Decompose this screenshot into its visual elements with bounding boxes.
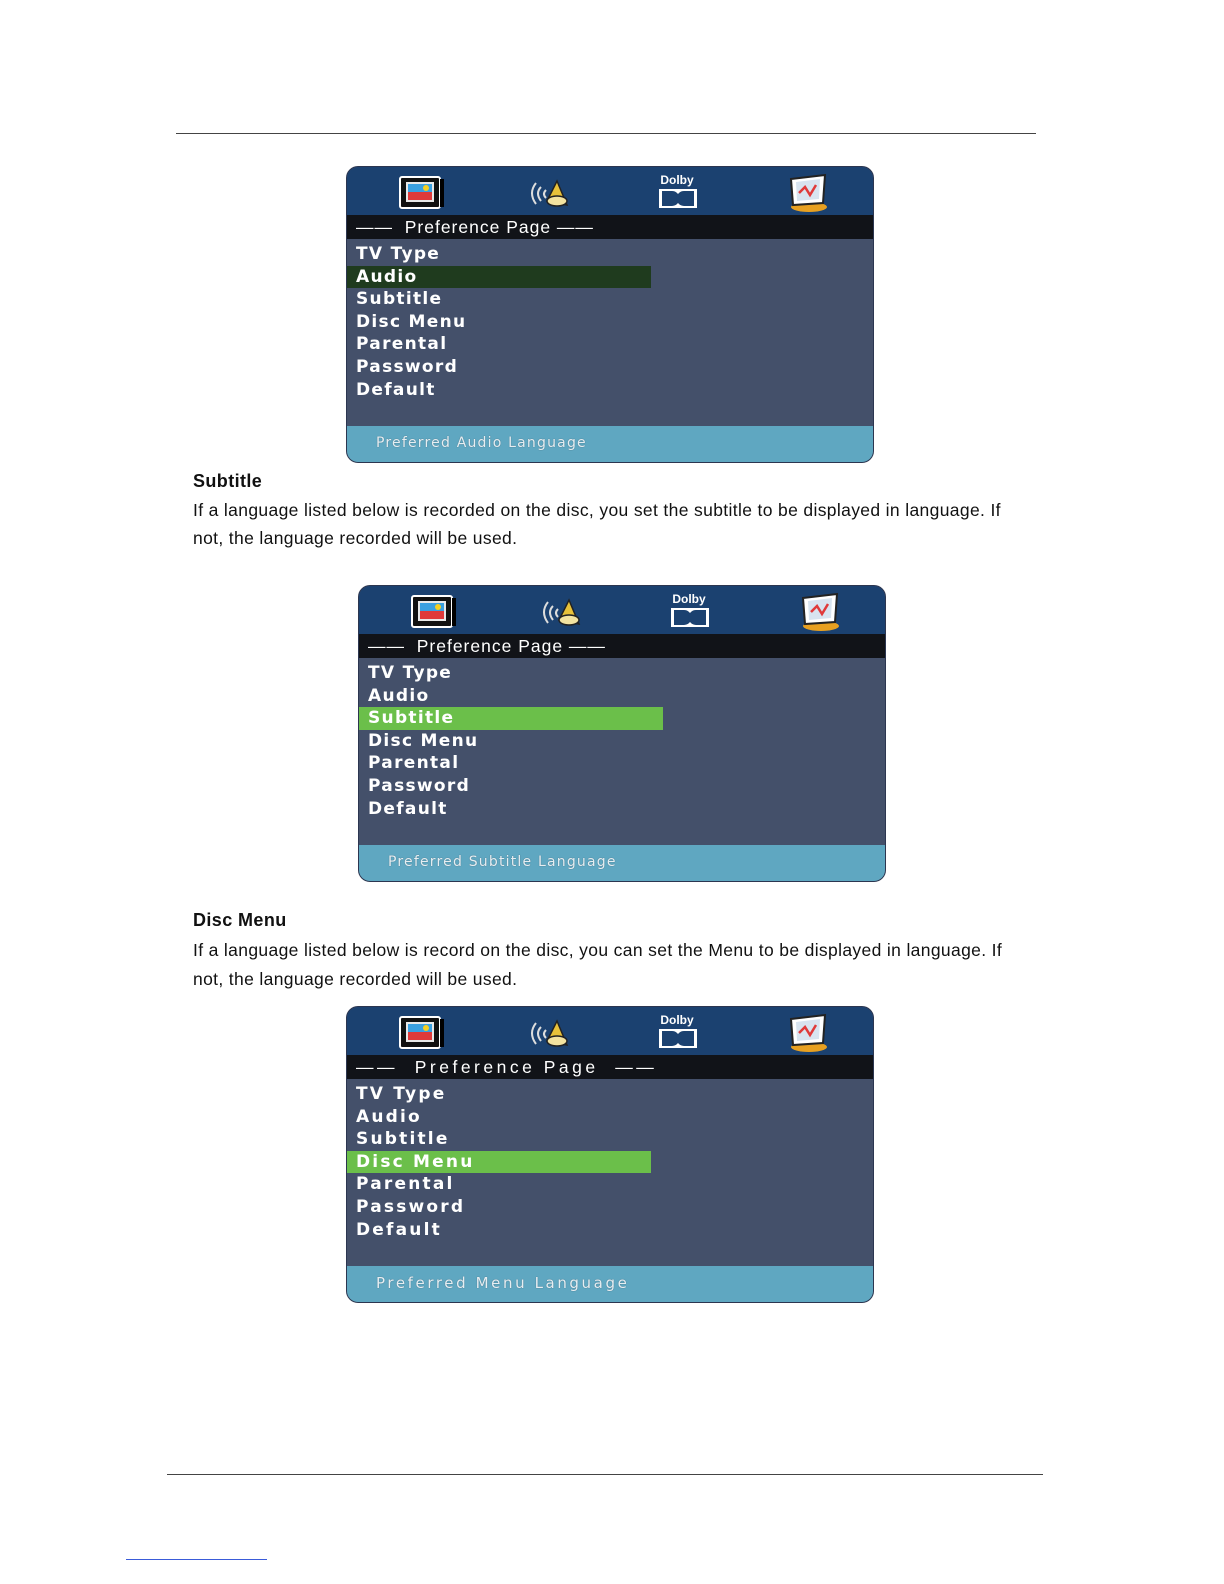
osd-item-subtitle[interactable]: Subtitle [356, 1129, 450, 1150]
osd-item-list [347, 243, 873, 401]
osd-menu-disc-menu [346, 1006, 874, 1303]
osd-title: —— Preference Page —— [347, 1055, 873, 1079]
osd-item-audio[interactable]: Audio [356, 1106, 422, 1127]
bottom-rule [167, 1474, 1043, 1475]
tv-picture-icon[interactable] [395, 1011, 447, 1053]
svg-text:Dolby: Dolby [660, 1013, 694, 1027]
osd-icon-bar [347, 167, 873, 215]
osd-item-audio[interactable]: Audio [368, 685, 430, 706]
osd-title: —— Preference Page —— [347, 215, 873, 239]
tv-picture-icon[interactable] [407, 590, 459, 632]
preference-icon[interactable] [795, 590, 847, 632]
osd-item-disc-menu[interactable]: Disc Menu [356, 311, 467, 332]
osd-item-tv-type[interactable]: TV Type [356, 1084, 447, 1104]
osd-item-list [347, 1083, 873, 1241]
osd-item-subtitle[interactable]: Subtitle [356, 289, 443, 310]
osd-item-tv-type[interactable]: TV Type [368, 663, 453, 683]
heading-disc-menu: Disc Menu [193, 910, 287, 930]
osd-item-password[interactable]: Password [368, 775, 471, 796]
paragraph-disc-menu: If a language listed below is record on the disc, you can set the Menu to be displayed in language. If not, the language recorded will be used. [193, 940, 1003, 989]
osd-status: Preferred Audio Language [347, 426, 873, 462]
dolby-icon[interactable] [665, 590, 717, 632]
osd-item-parental[interactable]: Parental [356, 1174, 455, 1195]
svg-text:Dolby: Dolby [660, 173, 694, 187]
osd-item-list [359, 662, 885, 820]
osd-icon-bar [359, 586, 885, 634]
osd-item-tv-type[interactable]: TV Type [356, 244, 441, 264]
dolby-icon[interactable] [653, 1011, 705, 1053]
osd-item-subtitle[interactable]: Subtitle [359, 707, 663, 730]
heading-subtitle: Subtitle [193, 471, 263, 491]
dolby-icon[interactable] [653, 171, 705, 213]
osd-item-default[interactable]: Default [356, 1219, 442, 1240]
speaker-audio-icon[interactable] [527, 1011, 579, 1053]
osd-item-default[interactable]: Default [356, 379, 436, 400]
preference-icon[interactable] [783, 1011, 835, 1053]
osd-item-password[interactable]: Password [356, 1196, 466, 1217]
osd-menu-audio [346, 166, 874, 463]
osd-status: Preferred Subtitle Language [359, 845, 885, 881]
osd-menu-subtitle [358, 585, 886, 882]
osd-item-parental[interactable]: Parental [356, 334, 448, 355]
speaker-audio-icon[interactable] [539, 590, 591, 632]
osd-status: Preferred Menu Language [347, 1266, 873, 1302]
osd-item-parental[interactable]: Parental [368, 753, 460, 774]
svg-text:Dolby: Dolby [672, 592, 706, 606]
paragraph-subtitle: If a language listed below is recorded on the disc, you set the subtitle to be displayed in language. If not, the language recorded will be used. [193, 500, 1001, 548]
osd-item-disc-menu[interactable]: Disc Menu [368, 730, 479, 751]
osd-item-disc-menu[interactable]: Disc Menu [347, 1151, 651, 1174]
preference-icon[interactable] [783, 171, 835, 213]
osd-icon-bar [347, 1007, 873, 1055]
osd-title: —— Preference Page —— [359, 634, 885, 658]
osd-item-default[interactable]: Default [368, 798, 448, 819]
speaker-audio-icon[interactable] [527, 171, 579, 213]
osd-item-audio[interactable]: Audio [347, 266, 651, 289]
top-rule [176, 133, 1036, 134]
footer-link-underline[interactable] [126, 1559, 267, 1560]
tv-picture-icon[interactable] [395, 171, 447, 213]
osd-item-password[interactable]: Password [356, 356, 459, 377]
